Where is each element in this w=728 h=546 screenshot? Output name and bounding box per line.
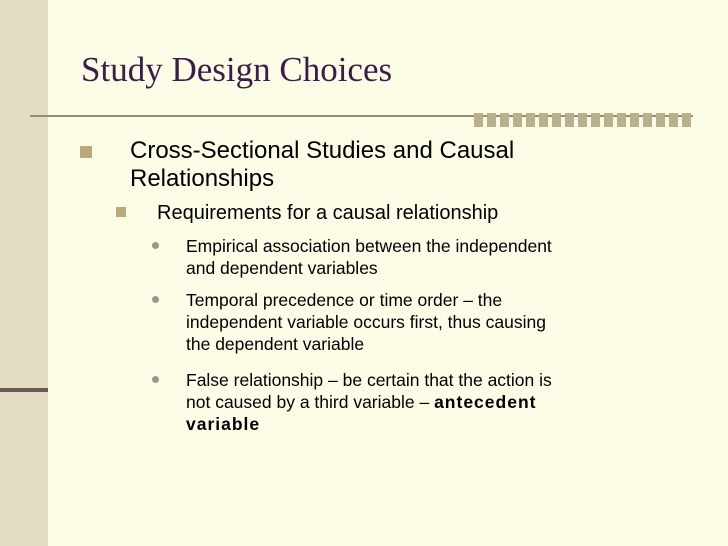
level1-line2: Relationships (130, 165, 275, 192)
level1-line1: Cross-Sectional Studies and Causal (130, 137, 515, 164)
level3-item-2-line1: Temporal precedence or time order – the (186, 290, 503, 310)
level1-item (130, 137, 514, 193)
square-bullet-icon (80, 146, 92, 158)
dot-bullet-icon (152, 296, 159, 303)
slide-title: Study Design Choices (81, 50, 393, 89)
level3-item-3-line2-text: not caused by a third variable – (186, 392, 435, 412)
level3-item-2-line2: independent variable occurs first, thus causing (186, 312, 546, 332)
antecedent-emphasis: antecedent (434, 392, 537, 412)
level2-item: Requirements for a causal relationship (157, 202, 499, 224)
square-bullet-icon (116, 207, 126, 217)
level3-item-3-line2 (186, 391, 552, 413)
left-band-accent (0, 388, 48, 392)
level3-item-2 (186, 289, 546, 355)
dot-bullet-icon (152, 376, 159, 383)
level3-item-3-line1: False relationship – be certain that the action is (186, 370, 552, 390)
divider-stripes (474, 113, 694, 127)
level3-item-3-line3: variable (186, 414, 261, 434)
level3-item-3 (186, 369, 552, 435)
level3-item-1-line2: and dependent variables (186, 258, 378, 278)
level3-item-1 (186, 235, 552, 279)
level3-item-1-line1: Empirical association between the independent (186, 236, 552, 256)
level3-item-2-line3: the dependent variable (186, 334, 365, 354)
left-decorative-band (0, 0, 48, 546)
dot-bullet-icon (152, 242, 159, 249)
